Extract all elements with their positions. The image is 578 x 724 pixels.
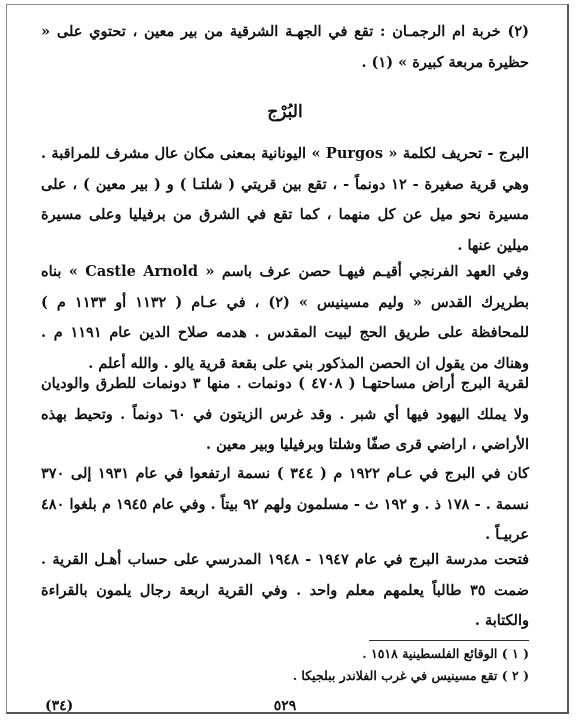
page-footer (41, 691, 529, 715)
paragraph-school: فتحت مدرسة البرج في عام ١٩٤٧ - ١٩٤٨ المدرسي على حساب أهـل القرية . ضمت ٣٥ طالباً يعلمهم معلم واحد . وفي القرية اربعة رجال يلمون بالقراءة والكتابة . (41, 551, 530, 629)
paragraph-history: وفي العهد الفرنجي أقيـم فيهـا حصن عرف باسم « Castle Arnold » بناه بطريرك القدس « وليم مسينيس » (٢) ، في عـام ( ١١٣٢ أو ١١٣٣ م ) للمحافظة على طريق الحج لبيت المقدس . هدمه صلاح الدين عام ١١٩١ م . وهناك من يقول ان الحصن المذكور بني على بقعة قرية يالو . والله أعلم . (41, 263, 529, 372)
paragraph-population: كان في البرج في عـام ١٩٢٢ م ( ٣٤٤ ) نسمة ارتفعوا في عام ١٩٣١ إلى ٣٧٠ نسمة . - ١٧٨ ذ . و ١٩٢ ث - مسلمون ولهم ٩٢ بيتاً . وفي عام ١٩٤٥ م بلغوا ٤٨٠ عربيـاً . (41, 465, 530, 543)
paragraph-lands: لقرية البرج أراض مساحتهـا ( ٤٧٠٨ ) دونمات . منها ٣ دونمات للطرق والوديان ولا يملك اليهود فيها أي شبر . وقد غرس الزيتون في ٦٠ دونماً . وتحيط بهذه الأراضي ، اراضي قرى صفّا وشلتا وبرفيليا وبير معين . (41, 375, 529, 453)
footnotes (41, 643, 529, 687)
footnote-2: ( ٢ ) تقع مسينيس في غرب الفلاندر ببلجيكا . (292, 668, 529, 683)
footnote-1: ( ١ ) الوقائع الفلسطينية ١٥١٨ . (362, 646, 529, 661)
chapter-number: (٣٤) (45, 698, 74, 714)
document-page (41, 5, 529, 712)
previous-entry-text: (٢) خربة ام الرجمـان : تقع في الجهـة الشرقية من بير معين ، تحتوي على « حظيرة مربعة كبيرة » (١) . (41, 23, 529, 71)
page-frame (6, 4, 569, 714)
page-number: ٥٢٩ (273, 698, 297, 714)
section-title: البُرْج (267, 102, 303, 122)
paragraph-etymology: البرج - تحريف لكلمة « Purgos » اليونانية بمعنى مكان عال مشرف للمراقبة . وهي قرية صغيرة - ١٢ دونماً - ، تقع بين قريتي ( شلتـا ) و ( بير معين ) ، على مسيرة نحو ميل عن كل منهما ، كما تقع في الشرق من برفيليا وعلى مسيرة ميلين عنها . (41, 145, 530, 254)
footnote-separator (369, 640, 529, 641)
